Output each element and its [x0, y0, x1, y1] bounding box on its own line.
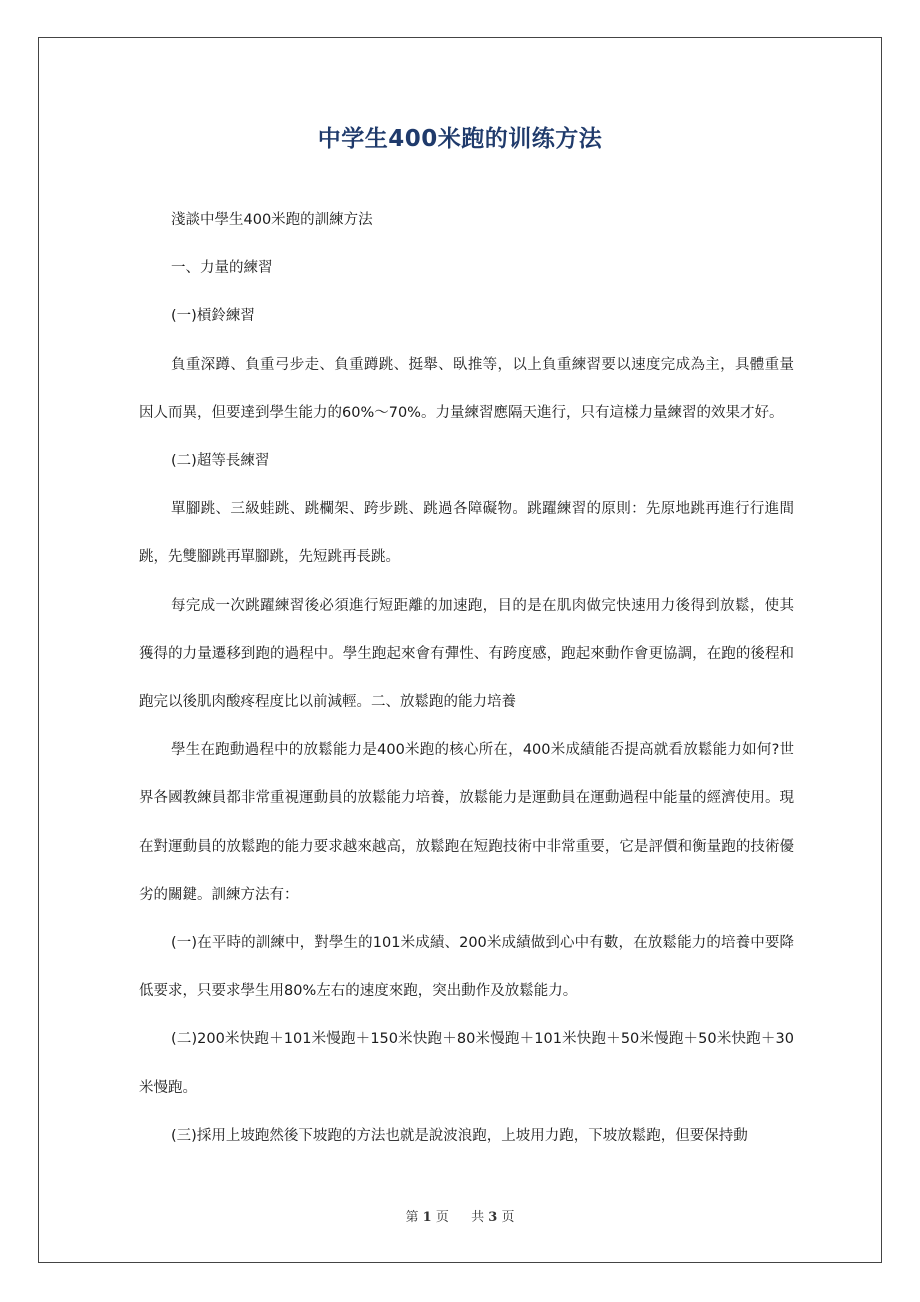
paragraph: (三)採用上坡跑然後下坡跑的方法也就是說波浪跑，上坡用力跑，下坡放鬆跑，但要保持動	[171, 1127, 748, 1144]
paragraph: 學生在跑動過程中的放鬆能力是400米跑的核心所在，400米成績能否提高就看放鬆能力如何?世界各國教練員都非常重視運動員的放鬆能力培養，放鬆能力是運動員在運動過程中能量的經濟使用。現在對運動員的放鬆跑的能力要求越來越高，放鬆跑在短跑技術中非常重要，它是評價和衡量跑的技術優劣的關鍵。訓練方法有：	[139, 742, 794, 903]
footer-page-prefix: 第	[405, 1210, 419, 1225]
footer-total-pages: 3	[488, 1210, 498, 1225]
footer-total-prefix: 共	[471, 1210, 485, 1225]
subsection-heading: (一)槓鈴練習	[171, 308, 255, 325]
footer-page-unit: 页	[435, 1210, 449, 1225]
paragraph: 每完成一次跳躍練習後必須進行短距離的加速跑，目的是在肌肉做完快速用力後得到放鬆，使其獲得的力量遷移到跑的過程中。學生跑起來會有彈性、有跨度感，跑起來動作會更協調，在跑的後程和跑完以後肌肉酸疼程度比以前減輕。二、放鬆跑的能力培養	[139, 597, 794, 711]
paragraph: 單腳跳、三級蛙跳、跳欄架、跨步跳、跳過各障礙物。跳躍練習的原則：先原地跳再進行行進間跳，先雙腳跳再單腳跳，先短跳再長跳。	[139, 501, 794, 566]
paragraph: 淺談中學生400米跑的訓練方法	[171, 212, 373, 228]
document-title: 中学生400米跑的训练方法	[317, 126, 603, 152]
footer-total-unit: 页	[501, 1210, 515, 1225]
page-footer	[0, 1206, 920, 1225]
section-heading: 一、力量的練習	[171, 260, 273, 277]
paragraph: (二)200米快跑＋101米慢跑＋150米快跑＋80米慢跑＋101米快跑＋50米慢跑＋50米快跑＋30米慢跑。	[139, 1031, 794, 1096]
subsection-heading: (二)超等長練習	[171, 453, 270, 470]
paragraph: (一)在平時的訓練中，對學生的101米成績、200米成績做到心中有數，在放鬆能力的培養中要降低要求，只要求學生用80%左右的速度來跑，突出動作及放鬆能力。	[139, 935, 794, 1000]
footer-current-page: 1	[422, 1210, 432, 1225]
paragraph: 負重深蹲、負重弓步走、負重蹲跳、挺舉、臥推等，以上負重練習要以速度完成為主，具體重量因人而異，但要達到學生能力的60%～70%。力量練習應隔天進行，只有這樣力量練習的效果才好。	[139, 356, 794, 421]
document-body	[139, 196, 794, 1160]
